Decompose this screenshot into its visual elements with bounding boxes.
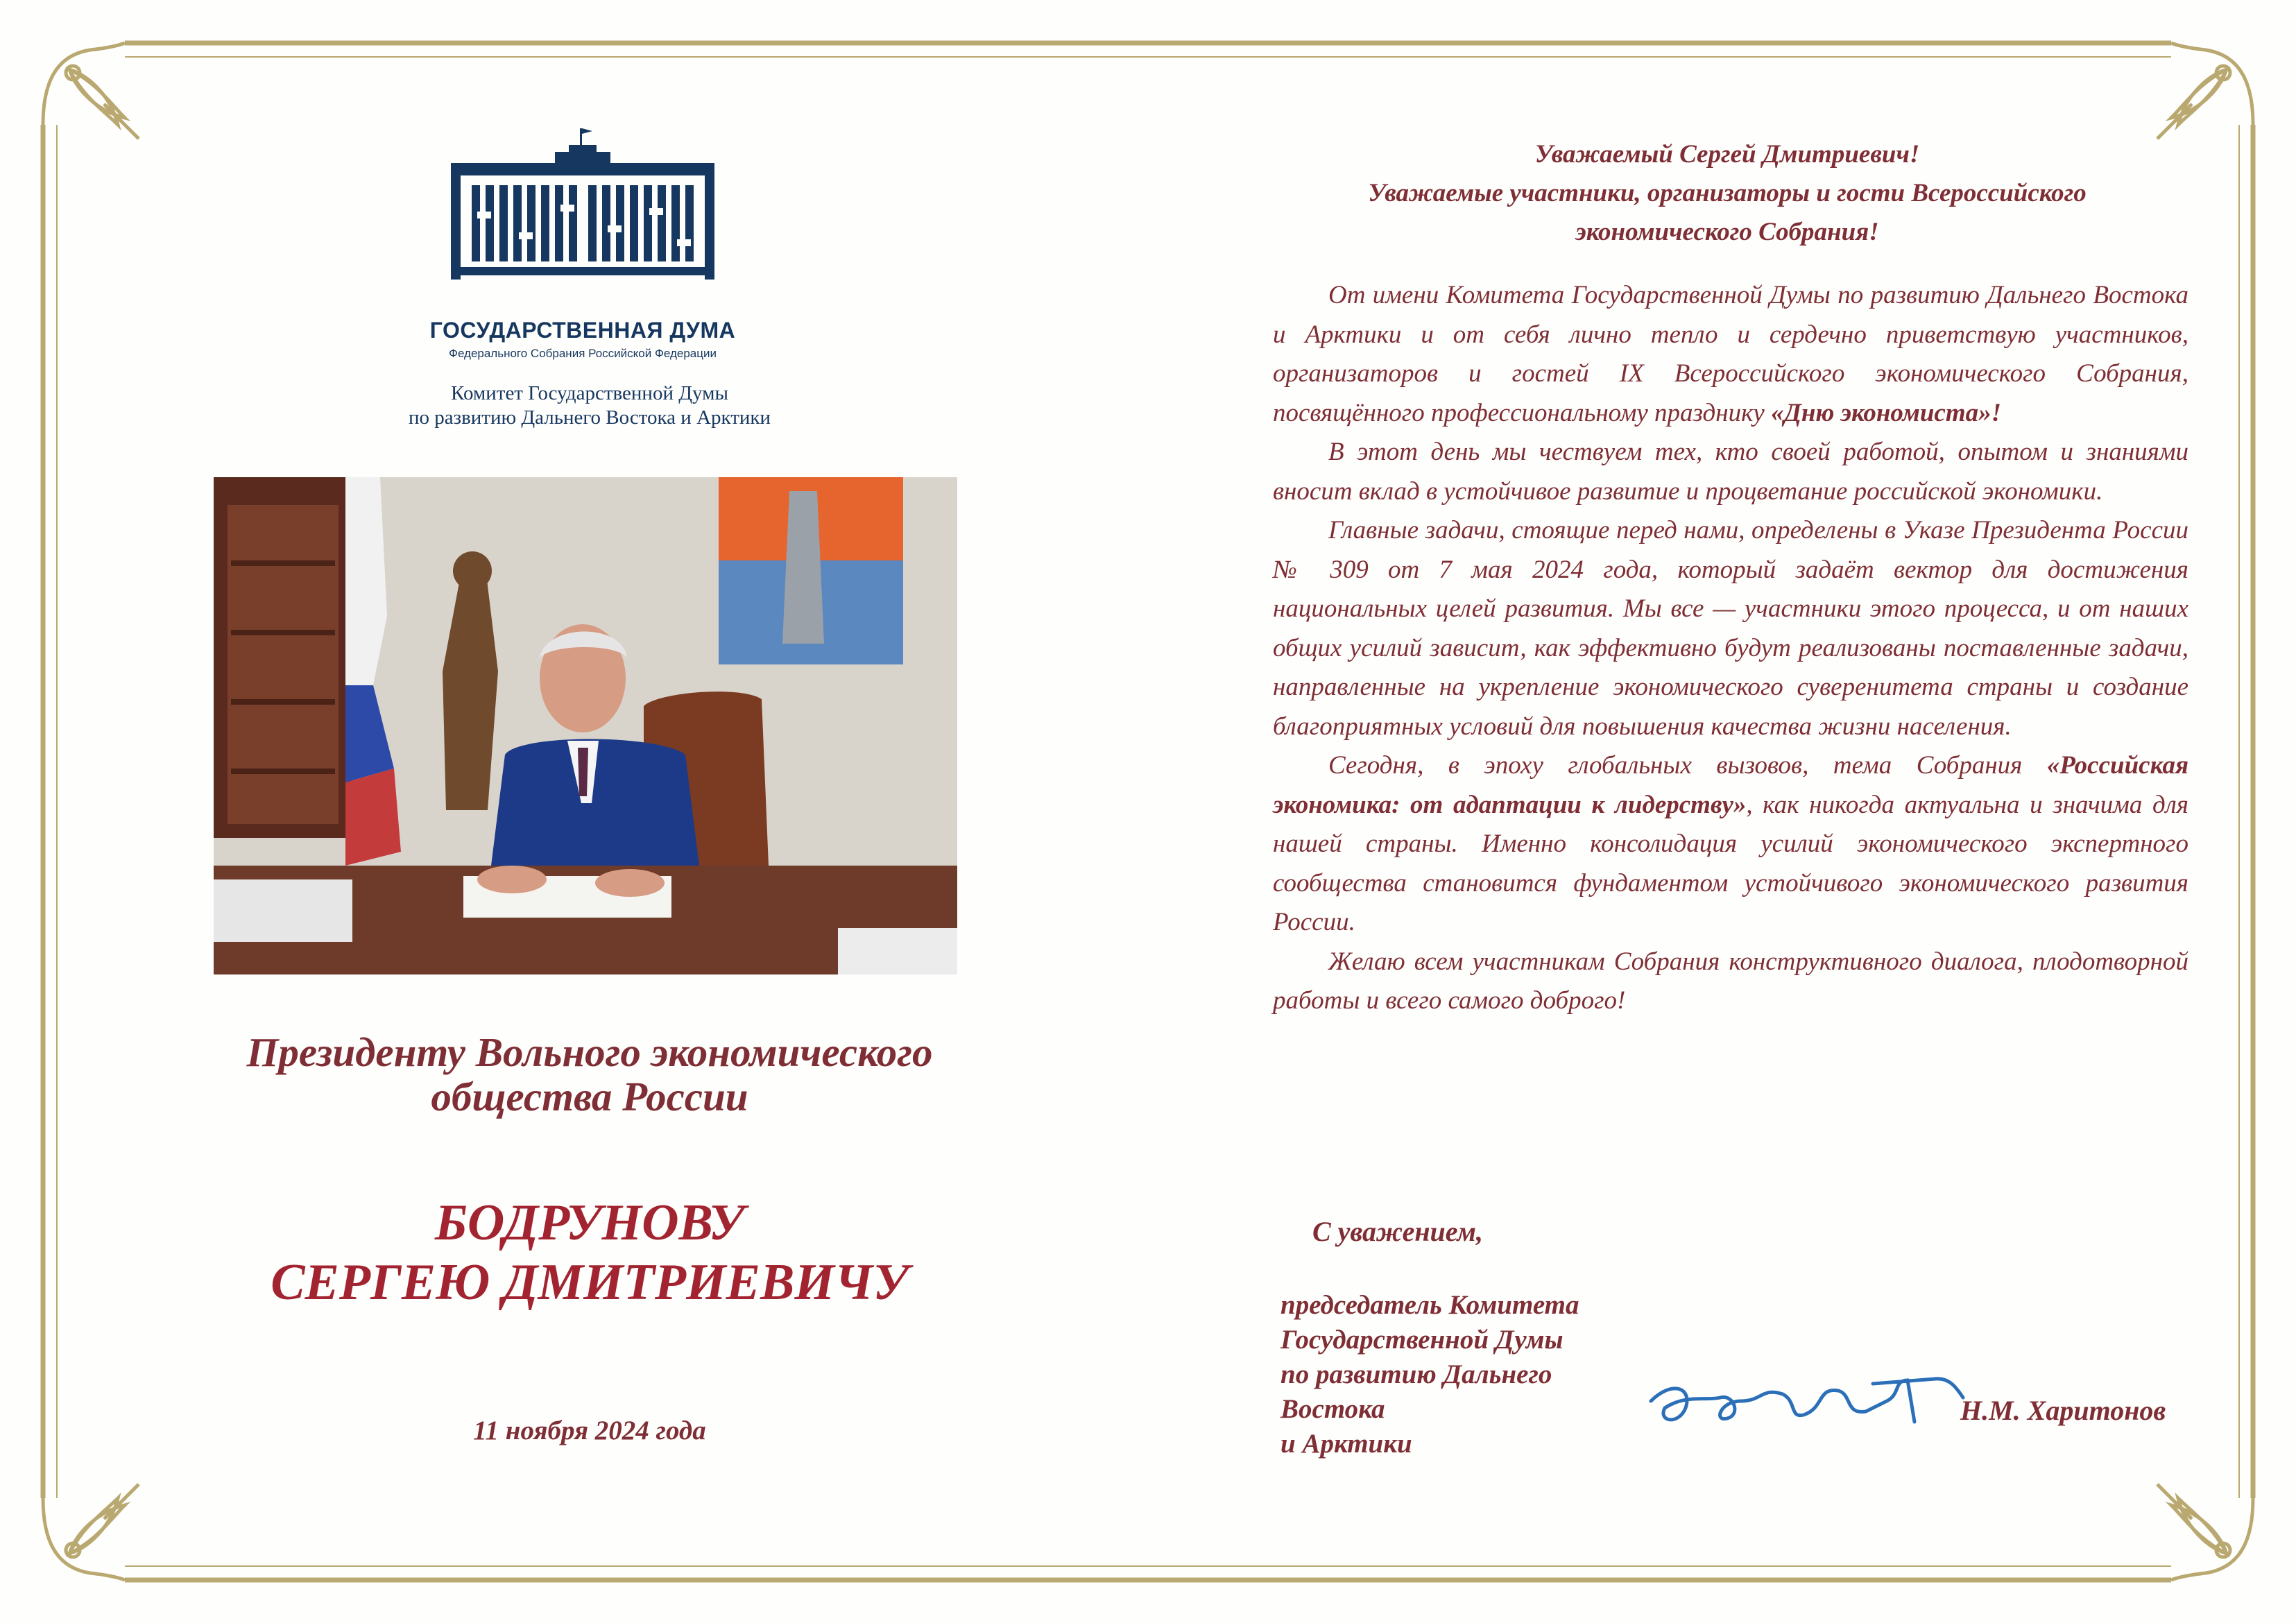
holiday-name: «Дню экономиста»! bbox=[1771, 398, 2001, 427]
duma-building-logo bbox=[444, 128, 721, 302]
recipient-position-line-2: общества России bbox=[431, 1074, 748, 1119]
greeting bbox=[1269, 135, 2185, 252]
committee-line-2: по развитию Дальнего Востока и Арктики bbox=[408, 406, 771, 429]
letter-date: 11 ноября 2024 года bbox=[473, 1416, 706, 1445]
recipient-name-line-1: БОДРУНОВУ bbox=[434, 1194, 745, 1251]
signer-title-line-2: Государственной Думы bbox=[1280, 1325, 1563, 1355]
greeting-line-3: экономического Собрания! bbox=[1575, 218, 1879, 246]
signer-title-line-3: по развитию Дальнего Востока bbox=[1280, 1359, 1552, 1424]
greeting-line-1: Уважаемый Сергей Дмитриевич! bbox=[1534, 140, 1920, 169]
duma-title: ГОСУДАРСТВЕННАЯ ДУМА bbox=[429, 318, 736, 343]
recipient-position bbox=[139, 1030, 1040, 1119]
committee-name bbox=[305, 381, 874, 430]
letter-body bbox=[1273, 276, 2188, 1021]
office-photo bbox=[214, 477, 957, 974]
signer-name: Н.М. Харитонов bbox=[1960, 1395, 2166, 1426]
greeting-line-2: Уважаемые участники, организаторы и гости Всероссийского bbox=[1368, 179, 2087, 207]
paragraph-1: От имени Комитета Государственной Думы по развитию Дальнего Востока и Арктики и от себя лично тепло и сердечно приветствую участников, организаторов и гостей IX Всероссийского экономического Собрания, посвящённого профессиональному празднику «Дню экономиста»! bbox=[1273, 281, 2188, 427]
duma-subtitle: Федерального Собрания Российской Федерации bbox=[449, 347, 717, 360]
corner-ornament-top-left bbox=[43, 43, 139, 139]
corner-ornament-top-right bbox=[2157, 43, 2253, 139]
committee-line-1: Комитет Государственной Думы bbox=[451, 382, 728, 404]
paragraph-2: В этот день мы чествуем тех, кто своей работой, опытом и знаниями вносит вклад в устойчивое развитие и процветание российской экономики. bbox=[1273, 438, 2188, 506]
assembly-theme: «Российская экономика: от адаптации к лидерству» bbox=[1273, 751, 2188, 819]
paragraph-4: Сегодня, в эпоху глобальных вызовов, тема Собрания «Российская экономика: от адаптации к лидерству», как никогда актуальна и значима для нашей страны. Именно консолидация усилий экономического экспертного сообщества становится фундаментом устойчивого экономического развития России. bbox=[1273, 751, 2188, 936]
recipient-position-line-1: Президенту Вольного экономического bbox=[246, 1029, 933, 1075]
paragraph-3: Главные задачи, стоящие перед нами, определены в Указе Президента России № 309 от 7 мая 2024 года, который задаёт вектор для достижения национальных целей развития. Мы все — участники этого процесса, и от наших общих усилий зависит, как эффективно будут реализованы поставленные задачи, направленные на укрепление экономического суверенитета страны и создание благоприятных условий для повышения качества жизни населения. bbox=[1273, 516, 2188, 741]
paragraph-5: Желаю всем участникам Собрания конструктивного диалога, плодотворной работы и всего самого доброго! bbox=[1273, 947, 2188, 1015]
recipient-name bbox=[139, 1193, 1040, 1312]
closing: С уважением, bbox=[1312, 1216, 1483, 1247]
signer-title-line-4: и Арктики bbox=[1280, 1429, 1412, 1459]
corner-ornament-bottom-left bbox=[43, 1484, 139, 1580]
flag-red bbox=[345, 768, 401, 866]
recipient-name-line-2: СЕРГЕЮ ДМИТРИЕВИЧУ bbox=[271, 1254, 909, 1311]
handwritten-signature bbox=[1644, 1359, 1977, 1443]
signer-title bbox=[1280, 1288, 1641, 1461]
corner-ornament-bottom-right bbox=[2157, 1484, 2253, 1580]
signer-title-line-1: председатель Комитета bbox=[1280, 1290, 1579, 1320]
